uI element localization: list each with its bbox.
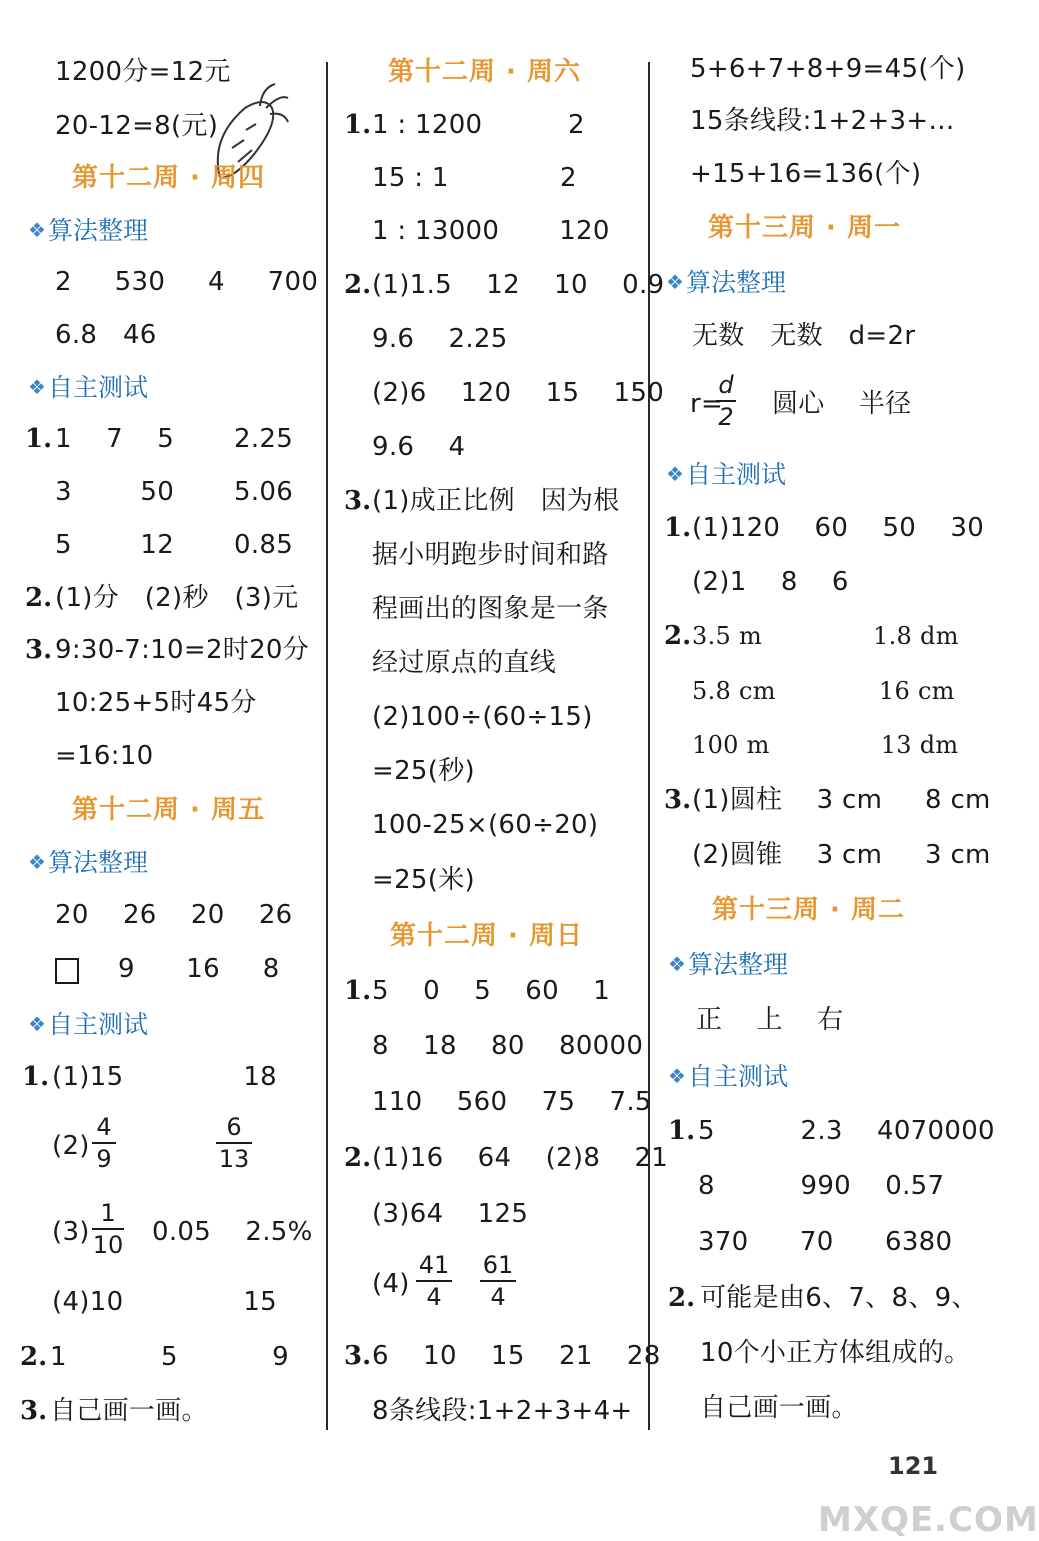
answer-line: (2)100÷(60÷15) — [372, 702, 593, 732]
answer-line: (3)64 125 — [372, 1199, 529, 1229]
question-number: 2. — [25, 583, 53, 613]
answer-line: 9 16 8 — [118, 954, 280, 984]
answer-line: (1)1.5 12 10 0.9 — [372, 270, 665, 300]
answer-line: (1)圆柱 3 cm 8 cm — [692, 785, 991, 815]
answer-line: =16:10 — [55, 741, 154, 771]
diamond-icon: ❖ — [28, 1012, 46, 1036]
answer-line: 5 2.3 4070000 — [698, 1116, 995, 1146]
answer-line: 5 0 5 60 1 — [372, 976, 611, 1006]
section-heading: ❖算法整理 — [28, 216, 149, 245]
answer-line: (1)成正比例 因为根 — [372, 486, 620, 516]
answer-line: =25(米) — [372, 865, 475, 895]
question-number: 2. — [344, 270, 372, 300]
question-number: 1. — [664, 513, 692, 543]
answer-line: (2)6 120 15 150 — [372, 378, 665, 408]
answer-line: 2 530 4 700 — [55, 267, 319, 297]
answer-line: 无数 无数 d=2r — [692, 321, 916, 351]
answer-line: 据小明跑步时间和路 — [372, 540, 609, 570]
fraction: d 2 — [716, 372, 736, 430]
section-heading: ❖算法整理 — [666, 268, 787, 297]
answer-line: 8 990 0.57 — [698, 1171, 945, 1201]
fraction: 6 13 — [216, 1114, 252, 1172]
week-heading: 第十二周 · 周四 — [72, 163, 265, 193]
section-heading: ❖算法整理 — [28, 848, 149, 877]
diamond-icon: ❖ — [668, 1064, 686, 1088]
question-number: 1. — [668, 1116, 696, 1146]
answer-line: 可能是由6、7、8、9、 — [700, 1283, 978, 1313]
answer-prefix: (4) — [372, 1269, 410, 1299]
diamond-icon: ❖ — [28, 218, 46, 242]
question-number: 2. — [664, 621, 692, 651]
answer-line: 10个小正方体组成的。 — [700, 1338, 971, 1368]
answer-prefix: r= — [690, 389, 724, 419]
answer-line: (1)120 60 50 30 — [692, 513, 985, 543]
answer-line: 程画出的图象是一条 — [372, 594, 609, 624]
answer-line: 经过原点的直线 — [372, 648, 557, 678]
answer-line: (1)分 (2)秒 (3)元 — [55, 583, 299, 613]
question-number: 3. — [344, 1341, 372, 1371]
fraction: 4 9 — [92, 1114, 116, 1172]
answer-line: (1)15 18 — [52, 1062, 278, 1092]
section-heading: ❖自主测试 — [668, 1062, 789, 1091]
answer-line: 自己画一画。 — [700, 1393, 858, 1423]
answer-line: (2)1 8 6 — [692, 567, 849, 597]
answer-prefix: (2) — [52, 1131, 90, 1161]
answer-line: 6.8 46 — [55, 320, 157, 350]
section-heading: ❖算法整理 — [668, 950, 789, 979]
answer-line: 1 7 5 2.25 — [55, 424, 294, 454]
question-number: 3. — [344, 486, 372, 516]
watermark-logo: MXQE.COM — [818, 1500, 1039, 1540]
answer-line: 8 18 80 80000 — [372, 1031, 644, 1061]
answer-line: 6 10 15 21 28 — [372, 1341, 661, 1371]
answer-line: 9.6 2.25 — [372, 324, 508, 354]
answer-line: 20-12=8(元) — [55, 111, 219, 141]
answer-line: 0.05 2.5% — [152, 1217, 313, 1247]
answer-line: (2)圆锥 3 cm 3 cm — [692, 840, 991, 870]
page-number: 121 — [888, 1452, 939, 1480]
answer-line: 15条线段:1+2+3+… — [690, 106, 955, 136]
fraction: 41 4 — [416, 1252, 452, 1310]
question-number: 3. — [25, 635, 53, 665]
question-number: 3. — [20, 1396, 48, 1426]
question-number: 2. — [20, 1342, 48, 1372]
answer-line: (1)16 64 (2)8 21 — [372, 1143, 669, 1173]
week-heading: 第十二周 · 周五 — [72, 795, 265, 825]
question-number: 1. — [344, 110, 372, 140]
answer-line: 1200分=12元 — [55, 57, 231, 87]
answer-line: 100 m 13 dm — [692, 731, 959, 759]
week-heading: 第十二周 · 周六 — [388, 57, 581, 87]
answer-line: 370 70 6380 — [698, 1227, 953, 1257]
answer-line: 20 26 20 26 — [55, 900, 293, 930]
question-number: 2. — [344, 1143, 372, 1173]
answer-line: 1 5 9 — [50, 1342, 289, 1372]
question-number: 1. — [25, 424, 53, 454]
question-number: 1. — [22, 1062, 50, 1092]
answer-line: 10:25+5时45分 — [55, 688, 257, 718]
answer-line: 1 : 1200 2 — [372, 110, 585, 140]
answer-line: 3 50 5.06 — [55, 477, 294, 507]
answer-line: (4)10 15 — [52, 1287, 278, 1317]
answer-line: 5+6+7+8+9=45(个) — [690, 54, 966, 84]
answer-line: 圆心 半径 — [772, 389, 912, 419]
column-divider-left — [326, 62, 328, 1430]
answer-line: 9.6 4 — [372, 432, 466, 462]
diamond-icon: ❖ — [666, 462, 684, 486]
answer-line: 8条线段:1+2+3+4+ — [372, 1396, 633, 1426]
question-number: 1. — [344, 976, 372, 1006]
answer-line: 15 : 1 2 — [372, 163, 577, 193]
answer-line: 5.8 cm 16 cm — [692, 677, 955, 705]
question-number: 3. — [664, 785, 692, 815]
section-heading: ❖自主测试 — [666, 460, 787, 489]
answer-line: =25(秒) — [372, 756, 475, 786]
answer-line: +15+16=136(个) — [690, 159, 922, 189]
diamond-icon: ❖ — [666, 270, 684, 294]
diamond-icon: ❖ — [28, 375, 46, 399]
fraction: 1 10 — [92, 1199, 124, 1259]
diamond-icon: ❖ — [668, 952, 686, 976]
answer-line: 自己画一画。 — [50, 1396, 208, 1426]
answer-line: 9:30-7:10=2时20分 — [55, 635, 310, 665]
fraction: 61 4 — [480, 1252, 516, 1310]
diamond-icon: ❖ — [28, 850, 46, 874]
week-heading: 第十三周 · 周二 — [712, 895, 905, 925]
section-heading: ❖自主测试 — [28, 373, 149, 402]
answer-line: 100-25×(60÷20) — [372, 810, 599, 840]
answer-line: 1 : 13000 120 — [372, 216, 610, 246]
answer-prefix: (3) — [52, 1217, 90, 1247]
answer-line: 5 12 0.85 — [55, 530, 294, 560]
answer-line: 3.5 m 1.8 dm — [692, 622, 959, 650]
answer-line: 110 560 75 7.5 — [372, 1087, 652, 1117]
week-heading: 第十二周 · 周日 — [390, 921, 583, 951]
answer-line: 正 上 右 — [696, 1005, 844, 1035]
column-divider-right — [648, 62, 650, 1430]
empty-box-symbol — [55, 958, 79, 984]
question-number: 2. — [668, 1283, 696, 1313]
section-heading: ❖自主测试 — [28, 1010, 149, 1039]
week-heading: 第十三周 · 周一 — [708, 213, 901, 243]
